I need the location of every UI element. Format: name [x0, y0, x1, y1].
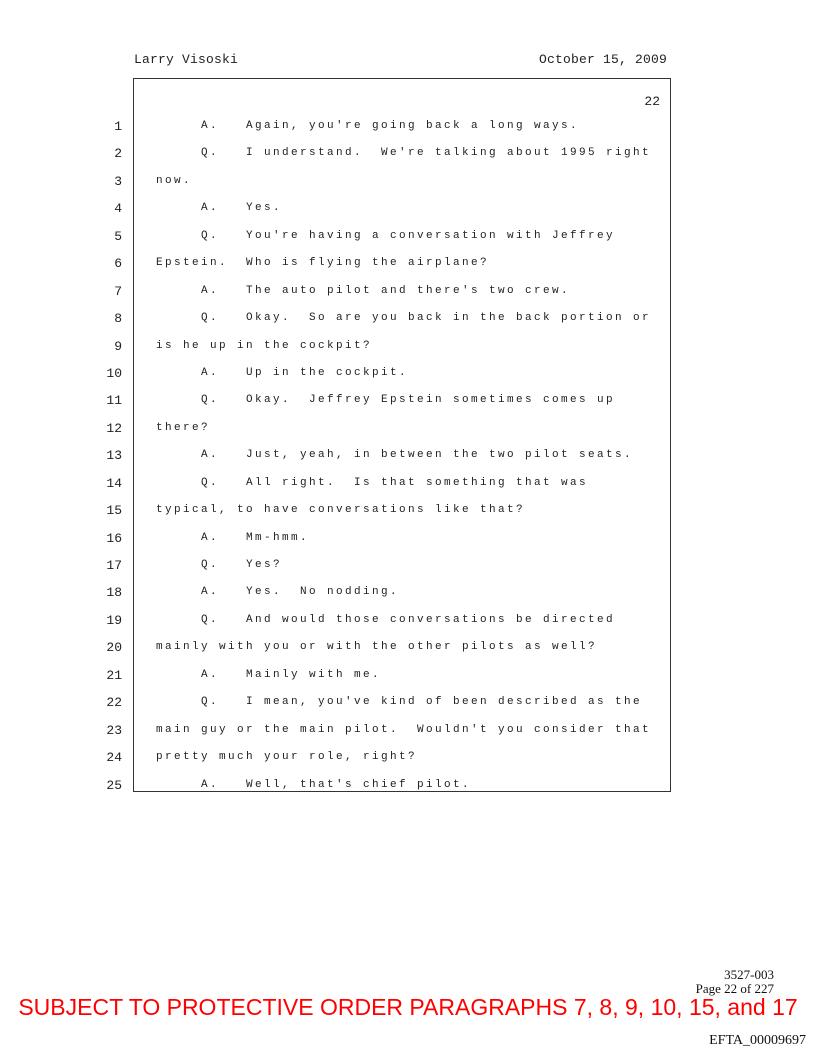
bates-number: EFTA_00009697	[709, 1033, 806, 1048]
witness-name: Larry Visoski	[134, 52, 239, 67]
line-number: 18	[106, 585, 122, 601]
document-code-block	[696, 968, 774, 996]
line-number: 16	[106, 530, 122, 546]
transcript-line: there?	[156, 421, 211, 434]
line-number: 6	[114, 256, 122, 272]
transcript-lines	[156, 113, 671, 799]
line-number: 1	[114, 119, 122, 134]
protective-order-notice: SUBJECT TO PROTECTIVE ORDER PARAGRAPHS 7, 8, 9, 10, 15, and 17	[18, 994, 798, 1020]
line-number: 19	[106, 612, 122, 628]
line-number: 20	[106, 640, 122, 656]
line-number: 14	[106, 475, 122, 491]
transcript-line: A. The auto pilot and there's two crew.	[201, 284, 571, 297]
line-number: 12	[106, 420, 122, 436]
transcript-line: Q. You're having a conversation with Jeffrey	[201, 229, 616, 242]
deposition-date: October 15, 2009	[539, 52, 668, 67]
page-of-total: Page 22 of 227	[695, 981, 774, 996]
line-number: 2	[114, 146, 122, 162]
transcript-line: A. Mainly with me.	[201, 668, 382, 681]
transcript-line: Q. Okay. Jeffrey Epstein sometimes comes up	[201, 394, 616, 407]
line-number: 15	[106, 503, 122, 519]
line-number: 17	[106, 558, 122, 573]
line-number: 4	[114, 201, 122, 217]
transcript-line: A. Again, you're going back a long ways.	[201, 120, 580, 132]
transcript-line: typical, to have conversations like that?	[156, 504, 526, 517]
transcript-line: A. Well, that's chief pilot.	[201, 778, 472, 791]
transcript-line: Q. I mean, you've kind of been described as the	[201, 696, 643, 709]
line-number: 7	[114, 283, 122, 299]
transcript-page-number: 22	[644, 94, 660, 109]
line-number: 8	[114, 311, 122, 327]
line-numbers	[0, 113, 122, 799]
line-number: 10	[106, 365, 122, 381]
transcript-line: A. Yes. No nodding.	[201, 586, 400, 599]
line-number: 11	[106, 393, 122, 409]
document-code: 3527-003	[724, 967, 774, 982]
transcript-line: A. Up in the cockpit.	[201, 366, 409, 379]
line-number: 22	[106, 695, 122, 711]
transcript-line: pretty much your role, right?	[156, 751, 418, 764]
line-number: 23	[106, 722, 122, 738]
line-number: 9	[114, 338, 122, 354]
transcript-line: mainly with you or with the other pilots as well?	[156, 641, 598, 654]
line-number: 24	[106, 750, 122, 766]
transcript-line: Q. All right. Is that something that was	[201, 476, 589, 489]
transcript-line: A. Mm-hmm.	[201, 531, 310, 544]
line-number: 21	[106, 667, 122, 683]
transcript-line: Q. Yes?	[201, 559, 283, 571]
transcript-line: Epstein. Who is flying the airplane?	[156, 257, 490, 270]
transcript-line: main guy or the main pilot. Wouldn't you consider that	[156, 723, 652, 736]
line-number: 3	[114, 173, 122, 189]
transcript-line: now.	[156, 174, 193, 187]
transcript-line: A. Just, yeah, in between the two pilot seats.	[201, 449, 634, 462]
transcript-line: Q. And would those conversations be directed	[201, 613, 616, 626]
line-number: 5	[114, 228, 122, 244]
transcript-line: Q. I understand. We're talking about 1995 right	[201, 147, 652, 160]
line-number: 13	[106, 448, 122, 464]
transcript-line: is he up in the cockpit?	[156, 339, 373, 352]
transcript-line: A. Yes.	[201, 202, 283, 215]
transcript-line: Q. Okay. So are you back in the back portion or	[201, 312, 652, 325]
line-number: 25	[106, 777, 122, 793]
